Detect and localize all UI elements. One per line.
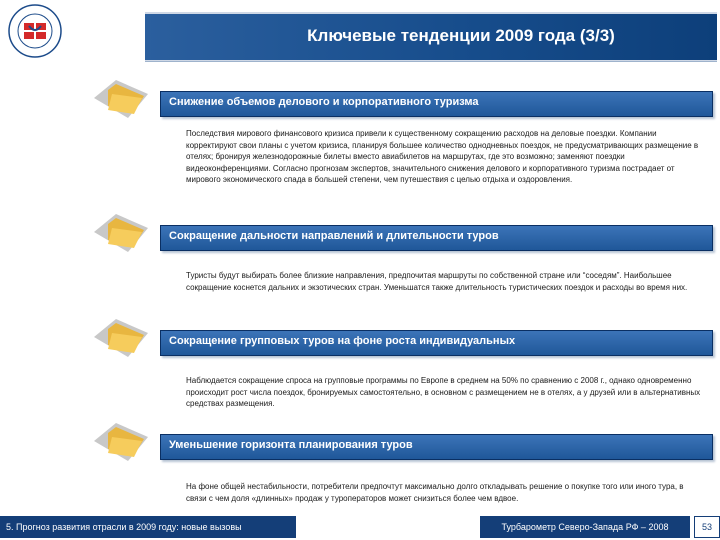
section-title: Уменьшение горизонта планирования туров: [169, 439, 413, 451]
page-title: Ключевые тенденции 2009 года (3/3): [307, 26, 615, 45]
footer-spacer: [296, 516, 480, 538]
folder-icon: [94, 78, 148, 124]
folder-icon: [94, 317, 148, 363]
footer: [0, 516, 720, 540]
section-text: Последствия мирового финансового кризиса привели к существенному сокращению расходов на деловые поездки. Компании корректируют свои планы с учетом кризиса, планируя большее количество однодневных поездок, не предусматривающих размещение в отелях; бронируя железнодорожные билеты вместо авиабилетов на маршрутах, где это возможно; заменяют поездки видеоконференциями. Согласно прогнозам экспертов, значительного снижения делового и корпоративного туризма пострадает от мирового экономического спада в большей степени, чем путешествия с целью отдыха и оздоровления.: [186, 129, 699, 184]
title-bar: [145, 12, 717, 62]
section-text: На фоне общей нестабильности, потребители предпочтут максимально долго откладывать решение о покупке того или иного тура, в связи с чем доля «длинных» продаж у туроператоров может снизиться более чем вдвое.: [186, 482, 684, 503]
section-title: Сокращение групповых туров на фоне роста индивидуальных: [169, 335, 516, 347]
section-header: [160, 91, 713, 117]
section-text: Туристы будут выбирать более близкие направления, предпочитая маршруты по собственной стране или “соседям”. Наибольшее сокращение коснется дальних и экзотических стран. Уменьшатся также длительность туристических поездок и расходы во время них.: [186, 271, 688, 292]
section-text: Наблюдается сокращение спроса на групповые программы по Европе в среднем на 50% по сравнению с 2008 г., однако одновременно происходит рост числа поездок, бронируемых самостоятельно, в основном с размещением не в отелях, а у друзей или в альтернативных средствах размещения.: [186, 376, 701, 408]
section-header: [160, 225, 713, 251]
section-header: [160, 434, 713, 460]
section-header: [160, 330, 713, 356]
section-title: Сокращение дальности направлений и длительности туров: [169, 230, 499, 242]
section-title: Снижение объемов делового и корпоративного туризма: [169, 96, 479, 108]
footer-report-title: Турбарометр Северо-Запада РФ – 2008: [480, 516, 690, 538]
header-divider: [145, 61, 717, 62]
logo: [8, 4, 62, 58]
page-number: 53: [694, 516, 720, 538]
folder-icon: [94, 421, 148, 467]
footer-section-label: 5. Прогноз развития отрасли в 2009 году: новые вызовы: [0, 516, 296, 538]
folder-icon: [94, 212, 148, 258]
